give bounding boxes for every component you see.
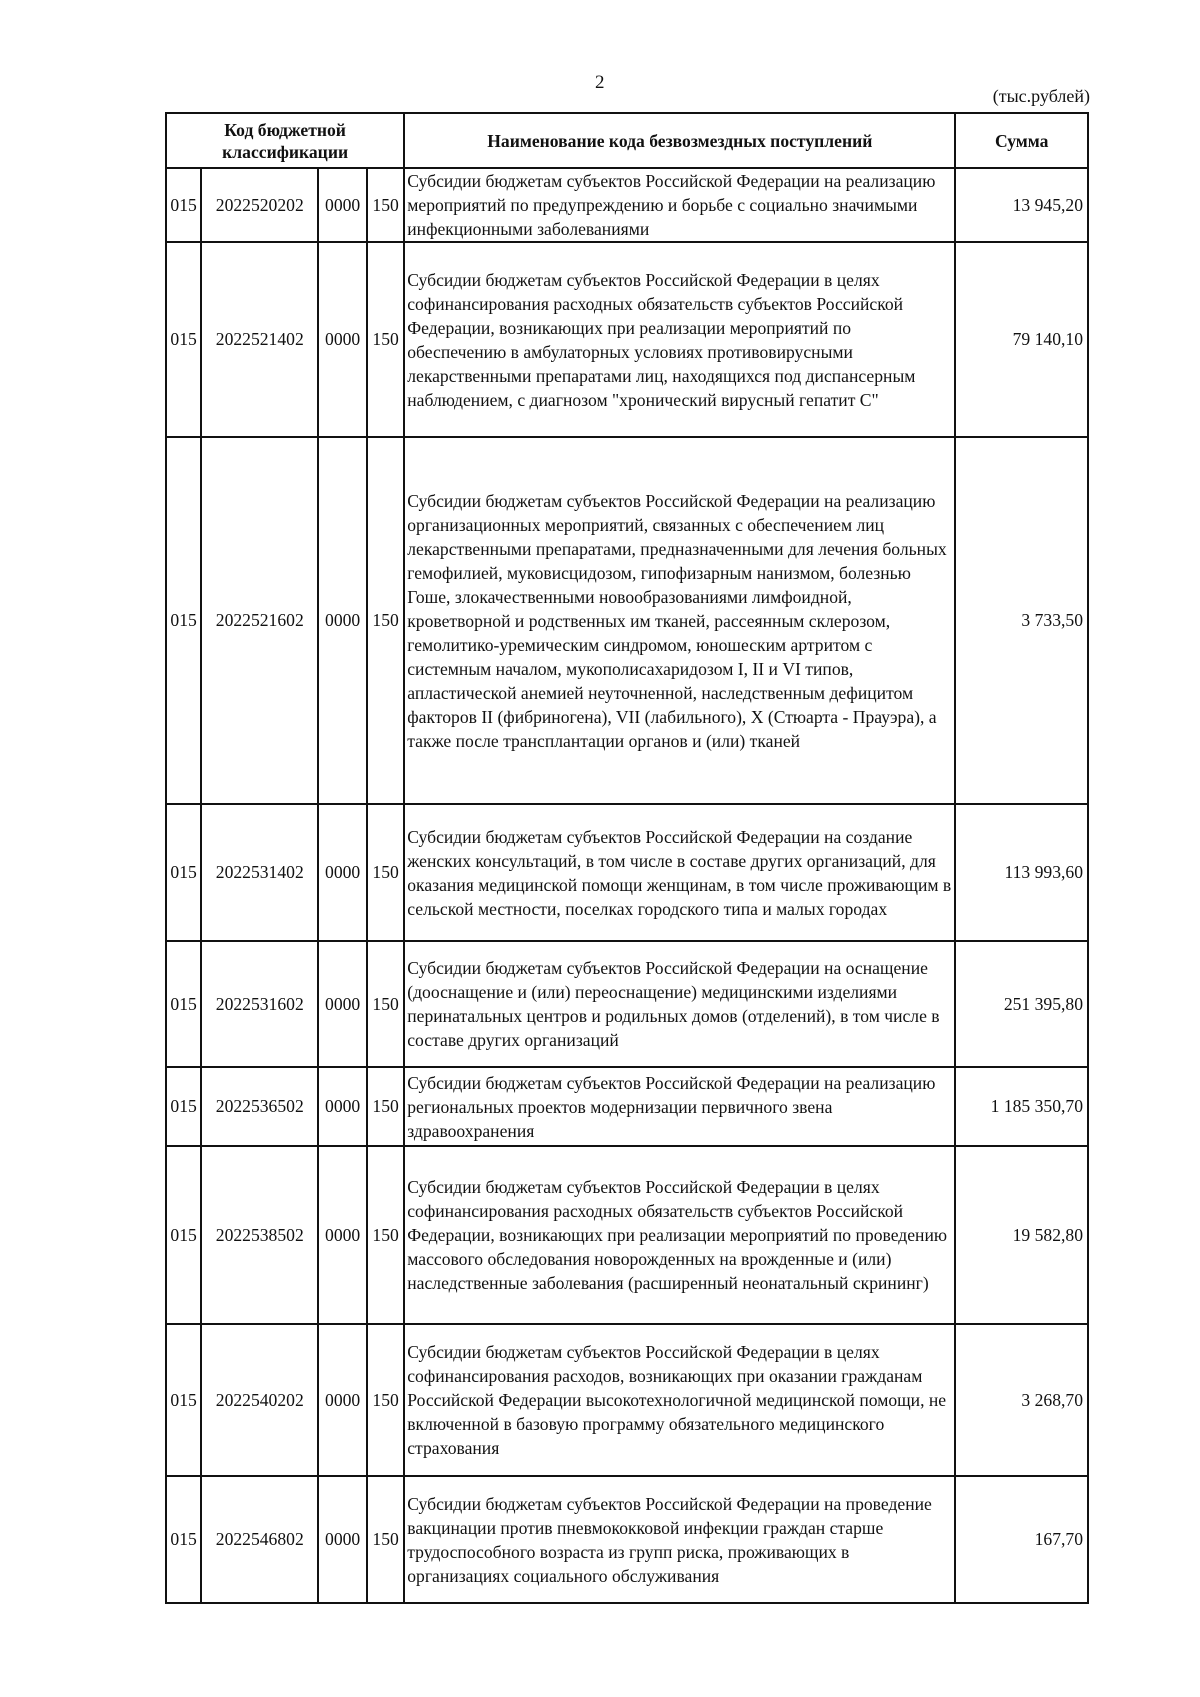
cell-kind: 150 <box>367 168 404 242</box>
table-row <box>166 1476 1088 1603</box>
cell-admin: 015 <box>166 1476 201 1603</box>
cell-sum: 13 945,20 <box>955 168 1088 242</box>
cell-sub: 0000 <box>318 437 367 804</box>
cell-admin: 015 <box>166 242 201 437</box>
cell-sub: 0000 <box>318 1324 367 1476</box>
table-row <box>166 242 1088 437</box>
table-row <box>166 437 1088 804</box>
cell-name: Субсидии бюджетам субъектов Российской Федерации в целях софинансирования расходов, возникающих при оказании гражданам Российской Федерации высокотехнологичной медицинской помощи, не включенной в базовую программу обязательного медицинского страхования <box>404 1324 955 1476</box>
units-label: (тыс.рублей) <box>992 86 1090 106</box>
cell-name: Субсидии бюджетам субъектов Российской Федерации на проведение вакцинации против пневмококковой инфекции граждан старше трудоспособного возраста из групп риска, проживающих в организациях социального обслуживания <box>404 1476 955 1603</box>
cell-kind: 150 <box>367 941 404 1067</box>
cell-kind: 150 <box>367 1067 404 1146</box>
cell-name: Субсидии бюджетам субъектов Российской Федерации в целях софинансирования расходных обязательств субъектов Российской Федерации, возникающих при реализации мероприятий по обеспечению в амбулаторных условиях противовирусными лекарственными препаратами лиц, находящихся под диспансерным наблюдением, с диагнозом "хронический вирусный гепатит С" <box>404 242 955 437</box>
cell-kind: 150 <box>367 242 404 437</box>
table-row <box>166 168 1088 242</box>
cell-kind: 150 <box>367 1476 404 1603</box>
cell-code: 2022531602 <box>201 941 318 1067</box>
table-row <box>166 1146 1088 1324</box>
cell-sum: 79 140,10 <box>955 242 1088 437</box>
cell-sub: 0000 <box>318 804 367 941</box>
table-row <box>166 941 1088 1067</box>
cell-admin: 015 <box>166 1324 201 1476</box>
cell-name: Субсидии бюджетам субъектов Российской Федерации на реализацию организационных мероприятий, связанных с обеспечением лиц лекарственными препаратами, предназначенными для лечения больных гемофилией, муковисцидозом, гипофизарным нанизмом, болезнью Гоше, злокачественными новообразованиями лимфоидной, кроветворной и родственных им тканей, рассеянным склерозом, гемолитико-уремическим синдромом, юношеским артритом с системным началом, мукополисахаридозом I, II и VI типов, апластической анемией неуточненной, наследственным дефицитом факторов II (фибриногена), VII (лабильного), X (Стюарта - Прауэра), а также после трансплантации органов и (или) тканей <box>404 437 955 804</box>
cell-admin: 015 <box>166 168 201 242</box>
cell-sum: 3 733,50 <box>955 437 1088 804</box>
cell-code: 2022521402 <box>201 242 318 437</box>
cell-name: Субсидии бюджетам субъектов Российской Федерации на реализацию мероприятий по предупреждению и борьбе с социально значимыми инфекционными заболеваниями <box>404 168 955 242</box>
cell-sum: 113 993,60 <box>955 804 1088 941</box>
cell-name: Субсидии бюджетам субъектов Российской Федерации в целях софинансирования расходных обязательств субъектов Российской Федерации, возникающих при реализации мероприятий по проведению массового обследования новорожденных на врожденные и (или) наследственные заболевания (расширенный неонатальный скрининг) <box>404 1146 955 1324</box>
cell-kind: 150 <box>367 804 404 941</box>
header-name: Наименование кода безвозмездных поступлений <box>404 113 955 168</box>
cell-admin: 015 <box>166 1067 201 1146</box>
cell-code: 2022538502 <box>201 1146 318 1324</box>
cell-code: 2022531402 <box>201 804 318 941</box>
cell-kind: 150 <box>367 1146 404 1324</box>
cell-sum: 251 395,80 <box>955 941 1088 1067</box>
budget-table <box>165 112 1089 1604</box>
cell-sum: 19 582,80 <box>955 1146 1088 1324</box>
cell-code: 2022520202 <box>201 168 318 242</box>
table-header-row <box>166 113 1088 168</box>
cell-code: 2022521602 <box>201 437 318 804</box>
table-row <box>166 1067 1088 1146</box>
header-sum: Сумма <box>955 113 1088 168</box>
page-number: 2 <box>595 72 605 93</box>
cell-code: 2022546802 <box>201 1476 318 1603</box>
cell-code: 2022536502 <box>201 1067 318 1146</box>
cell-sub: 0000 <box>318 242 367 437</box>
cell-name: Субсидии бюджетам субъектов Российской Федерации на создание женских консультаций, в том числе в составе других организаций, для оказания медицинской помощи женщинам, в том числе проживающим в сельской местности, поселках городского типа и малых городах <box>404 804 955 941</box>
cell-sub: 0000 <box>318 1476 367 1603</box>
cell-sub: 0000 <box>318 1067 367 1146</box>
header-code: Код бюджетной классификации <box>166 113 404 168</box>
table-row <box>166 1324 1088 1476</box>
cell-sum: 167,70 <box>955 1476 1088 1603</box>
cell-sub: 0000 <box>318 168 367 242</box>
cell-code: 2022540202 <box>201 1324 318 1476</box>
cell-admin: 015 <box>166 804 201 941</box>
cell-sub: 0000 <box>318 941 367 1067</box>
cell-kind: 150 <box>367 1324 404 1476</box>
cell-sub: 0000 <box>318 1146 367 1324</box>
cell-kind: 150 <box>367 437 404 804</box>
cell-name: Субсидии бюджетам субъектов Российской Федерации на оснащение (дооснащение и (или) переоснащение) медицинскими изделиями перинатальных центров и родильных домов (отделений), в том числе в составе других организаций <box>404 941 955 1067</box>
cell-sum: 3 268,70 <box>955 1324 1088 1476</box>
cell-admin: 015 <box>166 941 201 1067</box>
table-row <box>166 804 1088 941</box>
cell-sum: 1 185 350,70 <box>955 1067 1088 1146</box>
cell-name: Субсидии бюджетам субъектов Российской Федерации на реализацию региональных проектов модернизации первичного звена здравоохранения <box>404 1067 955 1146</box>
cell-admin: 015 <box>166 437 201 804</box>
cell-admin: 015 <box>166 1146 201 1324</box>
